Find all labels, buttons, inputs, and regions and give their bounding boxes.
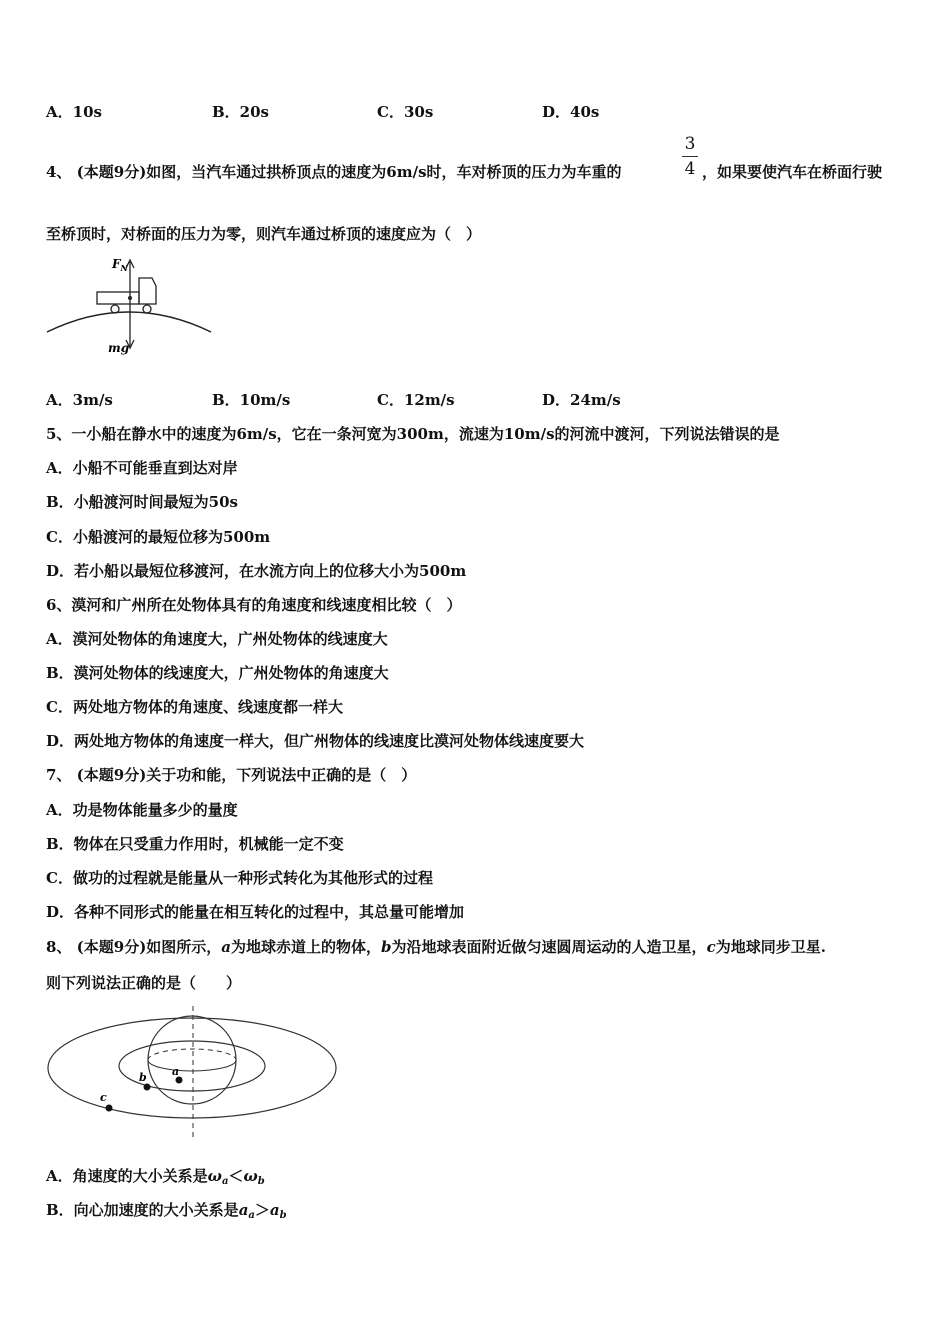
center-of-mass-dot: [128, 296, 132, 300]
q5-option-d: D．若小船以最短位移渡河，在水流方向上的位移大小为500m: [46, 562, 467, 580]
orbit-c: [48, 1018, 336, 1118]
subscript-b: b: [257, 1176, 265, 1187]
q8-option-b: [46, 1200, 287, 1226]
q4-stem-part1: 4、 (本题9分)如图，当汽车通过拱桥顶点的速度为6m/s时，车对桥顶的压力为车重的: [46, 163, 622, 181]
q4-option-b: B．10m/s: [212, 391, 291, 409]
truck-cab: [139, 278, 156, 304]
q4-option-a: A．3m/s: [46, 391, 113, 409]
q6-option-a: A．漠河处物体的角速度大，广州处物体的线速度大: [46, 630, 388, 648]
q3-option-b: B．20s: [212, 103, 269, 121]
q6-option-b: B．漠河处物体的线速度大，广州处物体的角速度大: [46, 664, 389, 682]
accel-symbol: a: [238, 1201, 249, 1219]
q8-var-c: c: [706, 938, 716, 956]
q6-option-d: D．两处地方物体的角速度一样大，但广州物体的线速度比漠河处物体线速度要大: [46, 732, 585, 750]
q4-option-d: D．24m/s: [542, 391, 621, 409]
q3-option-c: C．30s: [377, 103, 434, 121]
accel-symbol: a: [269, 1201, 280, 1219]
omega-symbol: ω: [243, 1167, 258, 1185]
q8-orbit-figure: [44, 1004, 344, 1140]
label-b: b: [139, 1071, 147, 1084]
satellite-b-dot: [144, 1084, 151, 1091]
q7-option-a: A．功是物体能量多少的量度: [46, 801, 238, 819]
q3-option-d: D．40s: [542, 103, 600, 121]
equator-front: [148, 1060, 236, 1071]
q8-option-a: [46, 1166, 265, 1192]
greater-than-sign: ＞: [254, 1201, 270, 1219]
q3-options: [46, 102, 746, 122]
subscript-a: a: [221, 1176, 229, 1187]
q4-stem-part2: ，如果要使汽车在桥面行驶: [702, 163, 883, 181]
less-than-sign: ＜: [228, 1167, 244, 1185]
fraction-bar: [682, 156, 698, 157]
q8-stem-line2: 则下列说法正确的是（ ）: [46, 974, 242, 992]
q5-option-a: A．小船不可能垂直到达对岸: [46, 459, 238, 477]
q4-bridge-figure: [44, 252, 214, 358]
fraction-numerator: 3: [684, 134, 696, 154]
satellite-c-dot: [106, 1105, 113, 1112]
subscript-a: a: [248, 1210, 255, 1221]
q5-option-c: C．小船渡河的最短位移为500m: [46, 528, 271, 546]
q5-option-b: B．小船渡河时间最短为50s: [46, 493, 238, 511]
truck-wheel-rear: [111, 305, 119, 313]
q7-option-d: D．各种不同形式的能量在相互转化的过程中，其总量可能增加: [46, 903, 465, 921]
bridge-arch: [47, 312, 211, 332]
q8-stem-mid3: 为地球同步卫星.: [715, 938, 826, 956]
label-a: a: [172, 1065, 180, 1078]
q7-option-b: B．物体在只受重力作用时，机械能一定不变: [46, 835, 344, 853]
fn-label: $F_N$: [112, 257, 128, 273]
q8-stem-mid1: 为地球赤道上的物体，: [231, 938, 382, 956]
q8-option-b-text: B．向心加速度的大小关系是: [46, 1201, 239, 1219]
q7-stem: 7、 (本题9分)关于功和能，下列说法中正确的是（ ）: [46, 766, 417, 784]
q8-option-a-text: A．角速度的大小关系是: [46, 1167, 208, 1185]
q4-stem-line2: 至桥顶时，对桥面的压力为零，则汽车通过桥顶的速度应为（ ）: [46, 225, 482, 243]
truck-bed: [97, 292, 139, 304]
omega-symbol: ω: [207, 1167, 222, 1185]
q8-var-b: b: [381, 938, 392, 956]
q6-stem: 6、漠河和广州所在处物体具有的角速度和线速度相比较（ ）: [46, 596, 462, 614]
q5-stem: 5、一小船在静水中的速度为6m/s，它在一条河宽为300m，流速为10m/s的河流中渡河，下列说法错误的是: [46, 425, 780, 443]
q3-option-a: A．10s: [46, 103, 102, 121]
q8-var-a: a: [221, 938, 232, 956]
label-c: c: [100, 1091, 107, 1104]
mg-label: mg: [108, 341, 130, 355]
q4-option-c: C．12m/s: [377, 391, 455, 409]
subscript-b: b: [279, 1210, 287, 1221]
fraction-denominator: 4: [684, 159, 696, 179]
q4-fraction: [681, 134, 699, 179]
q8-stem-prefix: 8、 (本题9分)如图所示，: [46, 938, 222, 956]
truck-wheel-front: [143, 305, 151, 313]
q6-option-c: C．两处地方物体的角速度、线速度都一样大: [46, 698, 343, 716]
q8-stem-mid2: 为沿地球表面附近做匀速圆周运动的人造卫星，: [391, 938, 707, 956]
q8-stem-line1: [46, 937, 826, 957]
q4-options: [46, 390, 746, 410]
q7-option-c: C．做功的过程就是能量从一种形式转化为其他形式的过程: [46, 869, 433, 887]
equator-back: [148, 1049, 236, 1060]
